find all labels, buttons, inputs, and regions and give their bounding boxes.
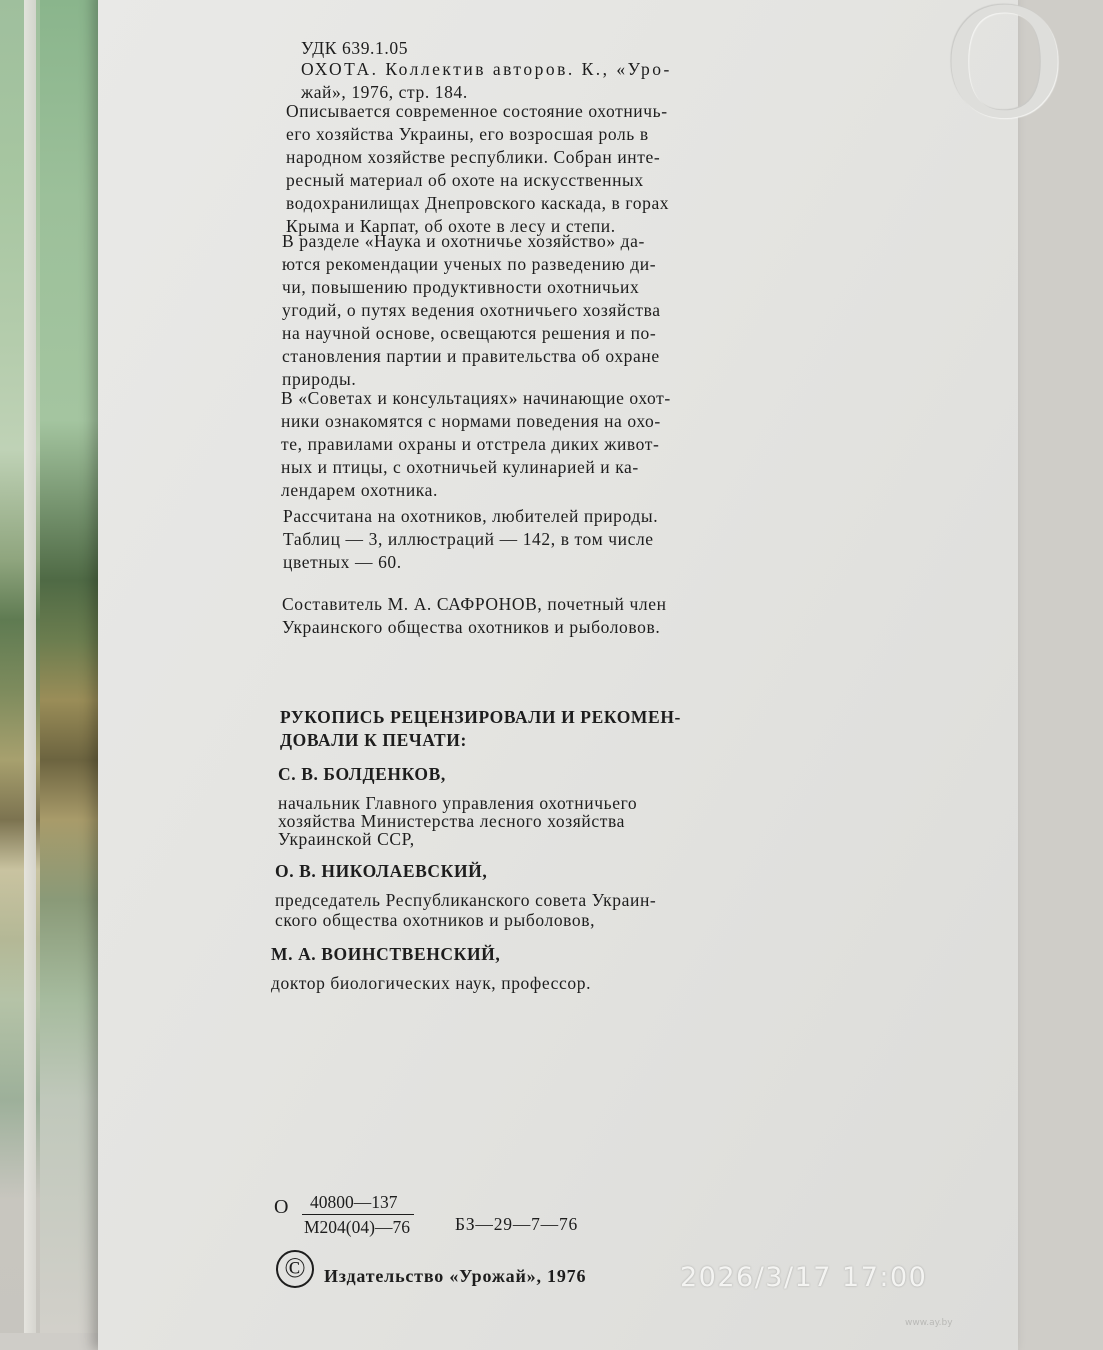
copyright-icon: © (276, 1250, 314, 1288)
cover-illustration-strip (40, 0, 102, 1333)
text-line: Крыма и Карпат, об охоте в лесу и степи. (286, 216, 616, 236)
text-line: Украинского общества охотников и рыболовов. (282, 617, 661, 637)
reviewer-role-line: ского общества охотников и рыболовов, (275, 910, 596, 930)
reviewer-role-line: доктор биологических наук, профессор. (271, 973, 592, 993)
text-line: те, правилами охраны и отстрела диких живот- (281, 434, 660, 454)
reviewer-name: О. В. НИКОЛАЕВСКИЙ, (275, 861, 488, 881)
compiler-credit (282, 593, 667, 639)
reviewer-entry (275, 860, 656, 929)
text-line: ных и птицы, с охотничьей кулинарией и ка- (281, 457, 639, 477)
reviewers-heading (280, 706, 681, 752)
title-block (301, 58, 672, 104)
text-line: Описывается современное состояние охотничь- (286, 101, 668, 121)
reviewer-role-line: Украинской ССР, (278, 829, 415, 849)
advice-paragraph (281, 387, 671, 502)
text-line: Рассчитана на охотников, любителей природы. (283, 506, 659, 526)
text-line: на научной основе, освещаются решения и по- (282, 323, 657, 343)
publisher-line: Издательство «Урожай», 1976 (324, 1266, 587, 1286)
title-line: жай», 1976, стр. 184. (301, 82, 468, 102)
text-line: его хозяйства Украины, его возросшая роль в (286, 124, 649, 144)
text-line: угодий, о путях ведения охотничьего хозяйства (282, 300, 661, 320)
heading-line: ДОВАЛИ К ПЕЧАТИ: (280, 730, 467, 750)
heading-line: РУКОПИСЬ РЕЦЕНЗИРОВАЛИ И РЕКОМЕН- (280, 707, 681, 727)
annotation-paragraph (286, 100, 669, 238)
index-numerator: 40800—137 (302, 1192, 414, 1215)
text-line: лендарем охотника. (281, 480, 438, 500)
text-line: цветных — 60. (283, 552, 402, 572)
publication-index (302, 1192, 414, 1238)
reviewer-role-line: начальник Главного управления охотничьего (278, 793, 638, 813)
text-line: водохранилищах Днепровского каскада, в горах (286, 193, 670, 213)
text-line: ники ознакомятся с нормами поведения на охо- (281, 411, 661, 431)
text-line: В разделе «Наука и охотничье хозяйство» да- (282, 231, 645, 251)
totals-paragraph (283, 505, 658, 574)
text-line: народном хозяйстве республики. Собран инте- (286, 147, 661, 167)
reviewer-role-line: хозяйства Министерства лесного хозяйства (278, 811, 625, 831)
page-edge-gap (24, 0, 36, 1333)
text-line: становления партии и правительства об охране (282, 346, 660, 366)
title-line: ОХОТА. Коллектив авторов. К., «Уро- (301, 59, 672, 79)
reviewer-role-line: председатель Республиканского совета Украин- (275, 890, 657, 910)
index-denominator: М204(04)—76 (304, 1217, 410, 1237)
text-line: ресный материал об охоте на искусственных (286, 170, 644, 190)
udk-code: УДК 639.1.05 (301, 38, 409, 58)
text-line: В «Советах и консультациях» начинающие охот- (281, 388, 671, 408)
catalog-code: БЗ—29—7—76 (455, 1214, 579, 1234)
index-prefix: О (274, 1196, 289, 1218)
embossed-letter-decoration: O (943, 0, 1066, 152)
text-line: чи, повышению продуктивности охотничьих (282, 277, 640, 297)
site-watermark: www.ay.by (905, 1318, 953, 1328)
camera-timestamp: 2026/3/17 17:00 (680, 1262, 928, 1293)
sections-paragraph (282, 230, 661, 391)
text-line: природы. (282, 369, 357, 389)
reviewer-entry (271, 943, 591, 995)
text-line: Составитель М. А. САФРОНОВ, почетный член (282, 594, 667, 614)
text-line: ются рекомендации ученых по разведению ди- (282, 254, 657, 274)
reviewer-entry (278, 763, 638, 849)
reviewer-name: М. А. ВОИНСТВЕНСКИЙ, (271, 944, 501, 964)
text-line: Таблиц — 3, иллюстраций — 142, в том числе (283, 529, 654, 549)
reviewer-name: С. В. БОЛДЕНКОВ, (278, 764, 446, 784)
